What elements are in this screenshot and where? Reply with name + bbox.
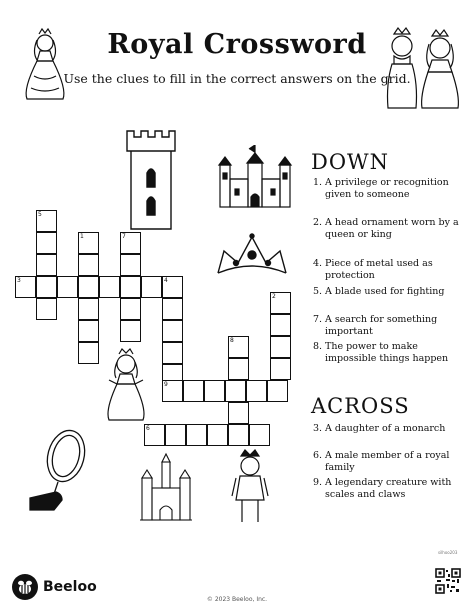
grid-cell[interactable] [36, 276, 57, 298]
qr-code-icon[interactable] [435, 568, 461, 594]
clue-number-7: 7 [122, 233, 126, 240]
clue-number-5: 5 [38, 211, 42, 218]
down-clue-1: 1. A privilege or recognition given to someone [313, 177, 449, 200]
grid-cell[interactable] [204, 380, 225, 402]
grid-cell[interactable] [165, 424, 186, 446]
grid-cell[interactable] [36, 210, 57, 232]
grid-cell[interactable] [78, 276, 99, 298]
grid-cell[interactable] [120, 276, 141, 298]
across-heading: ACROSS [311, 394, 410, 418]
grid-cell[interactable] [246, 380, 267, 402]
grid-cell[interactable] [270, 314, 291, 336]
grid-cell[interactable] [78, 298, 99, 320]
grid-cell[interactable] [186, 424, 207, 446]
grid-cell[interactable] [228, 402, 249, 424]
grid-cell[interactable] [228, 358, 249, 380]
grid-cell[interactable] [120, 232, 141, 254]
grid-cell[interactable] [78, 232, 99, 254]
clue-number-4: 4 [164, 277, 168, 284]
grid-cell[interactable] [78, 254, 99, 276]
grid-cell[interactable] [162, 380, 183, 402]
grid-cell[interactable] [144, 424, 165, 446]
grid-cell[interactable] [270, 292, 291, 314]
down-clue-8: 8. The power to make impossible things happen [313, 341, 449, 364]
grid-cell[interactable] [36, 232, 57, 254]
down-clue-2: 2. A head ornament worn by a queen or king [313, 217, 459, 240]
grid-cell[interactable] [120, 320, 141, 342]
page-title: Royal Crossword [107, 29, 367, 60]
clue-number-1: 1 [80, 233, 84, 240]
grid-cell[interactable] [270, 336, 291, 358]
clue-number-6: 6 [146, 425, 150, 432]
grid-cell[interactable] [228, 336, 249, 358]
grid-cell[interactable] [141, 276, 162, 298]
down-clue-5: 5. A blade used for fighting [313, 286, 445, 297]
grid-cell[interactable] [57, 276, 78, 298]
grid-cell[interactable] [120, 254, 141, 276]
grid-cell[interactable] [78, 342, 99, 364]
down-clue-4: 4. Piece of metal used as protection [313, 258, 433, 281]
clue-number-3: 3 [17, 277, 21, 284]
grid-cell[interactable] [99, 276, 120, 298]
grid-cell[interactable] [225, 380, 246, 402]
grid-cell[interactable] [162, 342, 183, 364]
clue-number-8: 8 [230, 337, 234, 344]
grid-cell[interactable] [183, 380, 204, 402]
across-clue-6: 6. A male member of a royal family [313, 450, 450, 473]
down-heading: DOWN [311, 150, 390, 174]
grid-cell[interactable] [120, 298, 141, 320]
clue-number-2: 2 [272, 293, 276, 300]
grid-cell[interactable] [249, 424, 270, 446]
page-subtitle: Use the clues to fill in the correct answers on the grid. [63, 71, 411, 86]
item-id: silhoo203 [438, 550, 458, 555]
grid-cell[interactable] [162, 298, 183, 320]
grid-cell[interactable] [162, 320, 183, 342]
grid-cell[interactable] [36, 298, 57, 320]
grid-cell[interactable] [78, 320, 99, 342]
across-clue-3: 3. A daughter of a monarch [313, 423, 446, 434]
grid-cell[interactable] [15, 276, 36, 298]
grid-cell[interactable] [267, 380, 288, 402]
brand-name: Beeloo [43, 579, 97, 595]
grid-cell[interactable] [228, 424, 249, 446]
grid-cell[interactable] [162, 276, 183, 298]
grid-cell[interactable] [36, 254, 57, 276]
grid-cell[interactable] [207, 424, 228, 446]
clue-number-9: 9 [164, 381, 168, 388]
grid-cell[interactable] [270, 358, 291, 380]
copyright-text: © 2023 Beeloo, Inc. [206, 596, 268, 603]
across-clue-9: 9. A legendary creature with scales and claws [313, 477, 452, 500]
down-clue-7: 7. A search for something important [313, 314, 438, 337]
